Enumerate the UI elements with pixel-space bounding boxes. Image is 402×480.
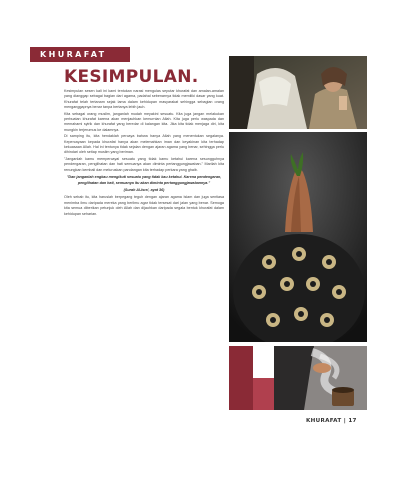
hands-prayer-plant-photo [229,132,367,342]
incense-ritual-photo [274,346,367,410]
article-body [64,89,224,218]
footer-section: KHURAFAT [306,418,342,424]
paragraph-3: Di samping itu, kita hendaklah percaya bahwa hanya Allah yang menentukan segalanya. Kepercayaan kepada khurafat hanya akan melemahkan iman dan keyakinan kita terhadap kekuasaan Allah. Hal ini tentunya tidak sejalan dengan ajaran agama yang benar, sehingga perlu dihindari oleh setiap muslim yang beriman. [64,134,224,155]
page-footer [306,418,357,424]
paragraph-4: "Janganlah kamu mempercayai sesuatu yang tidak kamu ketahui karena sesungguhnya pendengaran, penglihatan dan hati semuanya akan diminta pertanggungjawaban." Marilah kita renungkan kembali dan meluruskan pandangan kita terhadap perkara yang ghaib. [64,156,224,172]
paragraph-1: Kesimpulan sesen kali ini kami tentukan narasi mengulas seputar khurafat dan amalan-amalan yang dianggap sebagai bagian dari agama, padahal sebenarnya tidak memiliki dasar yang kuat. Khurafat telah tertanam sejak lama dalam kehidupan masyarakat sehingga sebagian orang menganggapnya benar tanpa bertanya lebih jauh. [64,89,224,110]
footer-separator: | [343,418,347,424]
page-title: KESIMPULAN. [64,67,199,87]
paragraph-2: Kita sebagai orang muslim, janganlah mudah meyakini sesuatu. Kita juga jangan melakukan perbuatan khurafat karena akan menjauhkan kemurnian Allah. Kita juga perlu waspada dan memahami syirik dan khurafat yang beredar di kalangan kita. Jika kita tidak menjaga diri, kita mungkin terjerumus ke dalamnya. [64,111,224,132]
veiled-women-praying-photo [229,56,367,129]
decorative-block-dark [229,346,253,410]
paragraph-5: Oleh sebab itu, kita haruslah berpegang teguh dengan ajaran agama Islam dan juga sentiasa menimba ilmu daripada mereka yang berilmu agar tidak tersesat dari jalan yang benar. Semoga kita semua diberikan petunjuk oleh Allah dan dijauhkan daripada segala bentuk khurafat dalam kehidupan seharian. [64,195,224,216]
page-number: 17 [348,418,357,424]
decorative-block-light [253,378,274,410]
quote-source: (Surah Al-Isra', ayat 36) [123,187,165,192]
quote: "Dan janganlah engkau mengikuti sesuatu yang tidak kau ketahui. Karena pendengaran, penglihatan dan hati, semuanya itu akan diminta pertanggungjawabannya." [66,175,222,185]
section-tag: KHURAFAT [30,47,130,62]
